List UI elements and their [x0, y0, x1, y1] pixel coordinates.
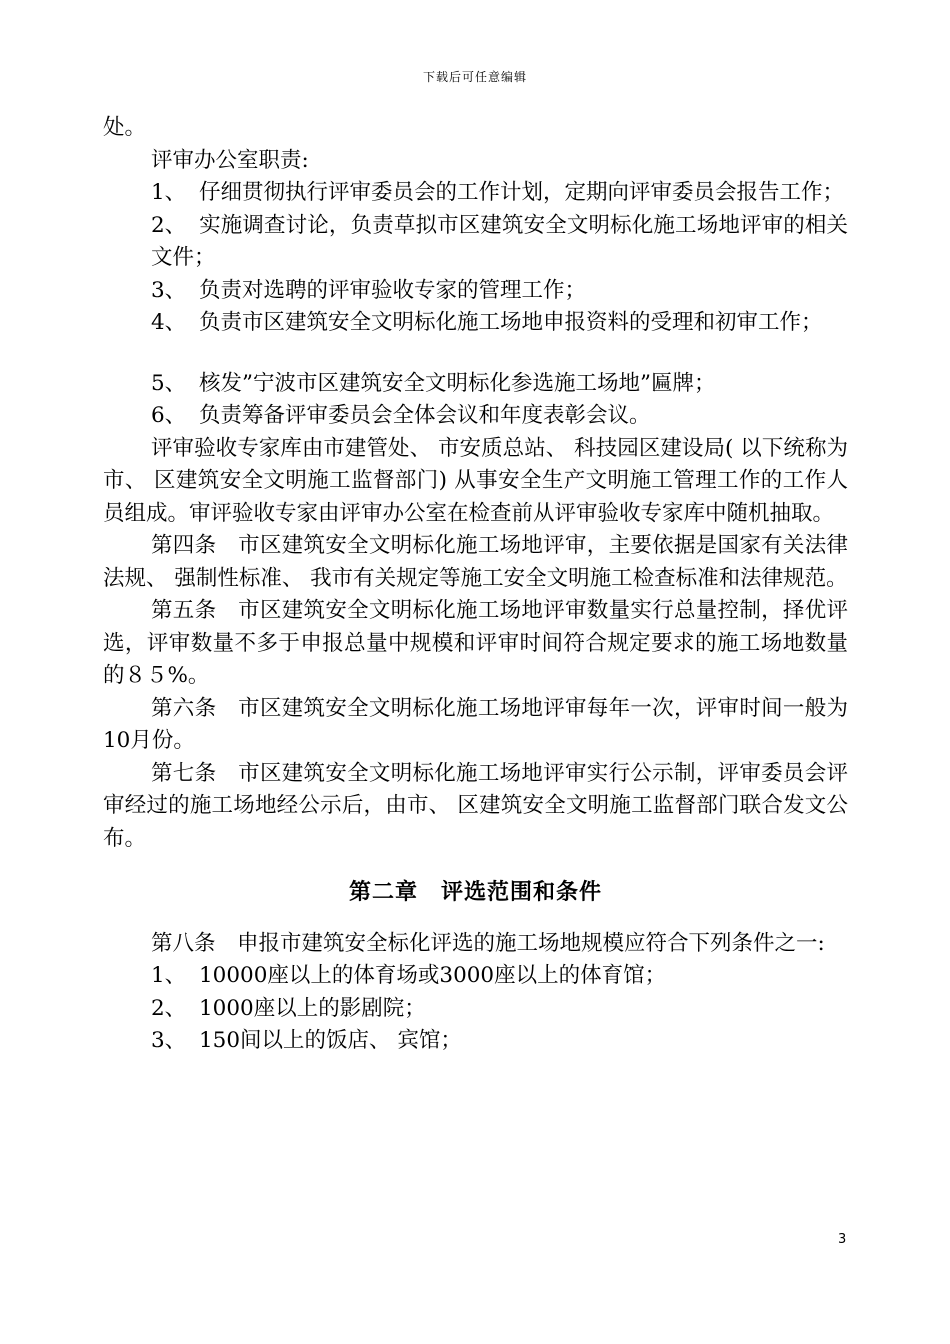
item-number: 1、 [151, 180, 187, 205]
article-8: 第八条 申报市建筑安全标化评选的施工场地规模应符合下列条件之一: [151, 930, 825, 956]
chapter-heading: 第二章 评选范围和条件 [348, 880, 602, 905]
article-4: 第四条 市区建筑安全文明标化施工场地评审，主要依据是国家有关法律法规、 强制性标准、 我市有关规定等施工安全文明施工检查标准和法律规范。 [103, 533, 848, 591]
duty-item-3 [103, 275, 848, 308]
item-number: 2、 [151, 995, 187, 1021]
duty-item-4 [103, 307, 848, 340]
expert-pool-paragraph: 评审验收专家库由市建管处、 市安质总站、 科技园区建设局( 以下统称为市、 区建筑安全文明施工监督部门) 从事安全生产文明施工管理工作的工作人员组成。审评验收专家由评审办公室在检查前从评审验收专家库中随机抽取。 [103, 435, 848, 526]
article-6: 第六条 市区建筑安全文明标化施工场地评审每年一次，评审时间一般为10月份。 [103, 695, 848, 753]
item-text: 10000座以上的体育场或3000座以上的体育馆； [199, 963, 667, 988]
item-text: 核发”宁波市区建筑安全文明标化参选施工场地”匾牌； [199, 370, 716, 396]
condition-item-1 [103, 960, 848, 993]
item-text: 1000座以上的影剧院； [199, 995, 426, 1021]
item-number: 3、 [151, 277, 187, 303]
document-body [103, 112, 848, 1058]
item-number: 2、 [151, 212, 187, 238]
item-number: 4、 [151, 310, 187, 335]
item-text: 实施调查讨论，负责草拟市区建筑安全文明标化施工场地评审的相关文件； [151, 212, 848, 270]
condition-item-3 [103, 1025, 848, 1058]
duty-item-5 [103, 368, 848, 401]
condition-item-2 [103, 993, 848, 1026]
item-text: 负责市区建筑安全文明标化施工场地申报资料的受理和初审工作； [199, 310, 823, 335]
spacer [103, 340, 848, 368]
item-number: 6、 [151, 403, 187, 428]
article-5: 第五条 市区建筑安全文明标化施工场地评审数量实行总量控制，择优评选，评审数量不多于申报总量中规模和评审时间符合规定要求的施工场地数量的８５%。 [103, 598, 848, 688]
duty-item-6 [103, 400, 848, 433]
article-7: 第七条 市区建筑安全文明标化施工场地评审实行公示制，评审委员会评审经过的施工场地经公示后，由市、 区建筑安全文明施工监督部门联合发文公布。 [103, 760, 848, 851]
duty-item-1 [103, 177, 848, 210]
paragraph-continuation: 处。 [103, 115, 147, 140]
page-header: 下载后可任意编辑 [422, 70, 527, 84]
item-text: 负责筹备评审委员会全体会议和年度表彰会议。 [199, 403, 651, 428]
duty-item-2 [103, 210, 848, 275]
item-text: 负责对选聘的评审验收专家的管理工作； [199, 277, 587, 303]
item-text: 仔细贯彻执行评审委员会的工作计划，定期向评审委员会报告工作； [199, 180, 845, 205]
item-number: 1、 [151, 963, 187, 988]
item-text: 150间以上的饭店、 宾馆； [199, 1028, 462, 1053]
office-duties-heading: 评审办公室职责: [151, 147, 309, 173]
item-number: 5、 [151, 370, 187, 396]
item-number: 3、 [151, 1028, 187, 1053]
page-number: 3 [838, 1232, 847, 1247]
